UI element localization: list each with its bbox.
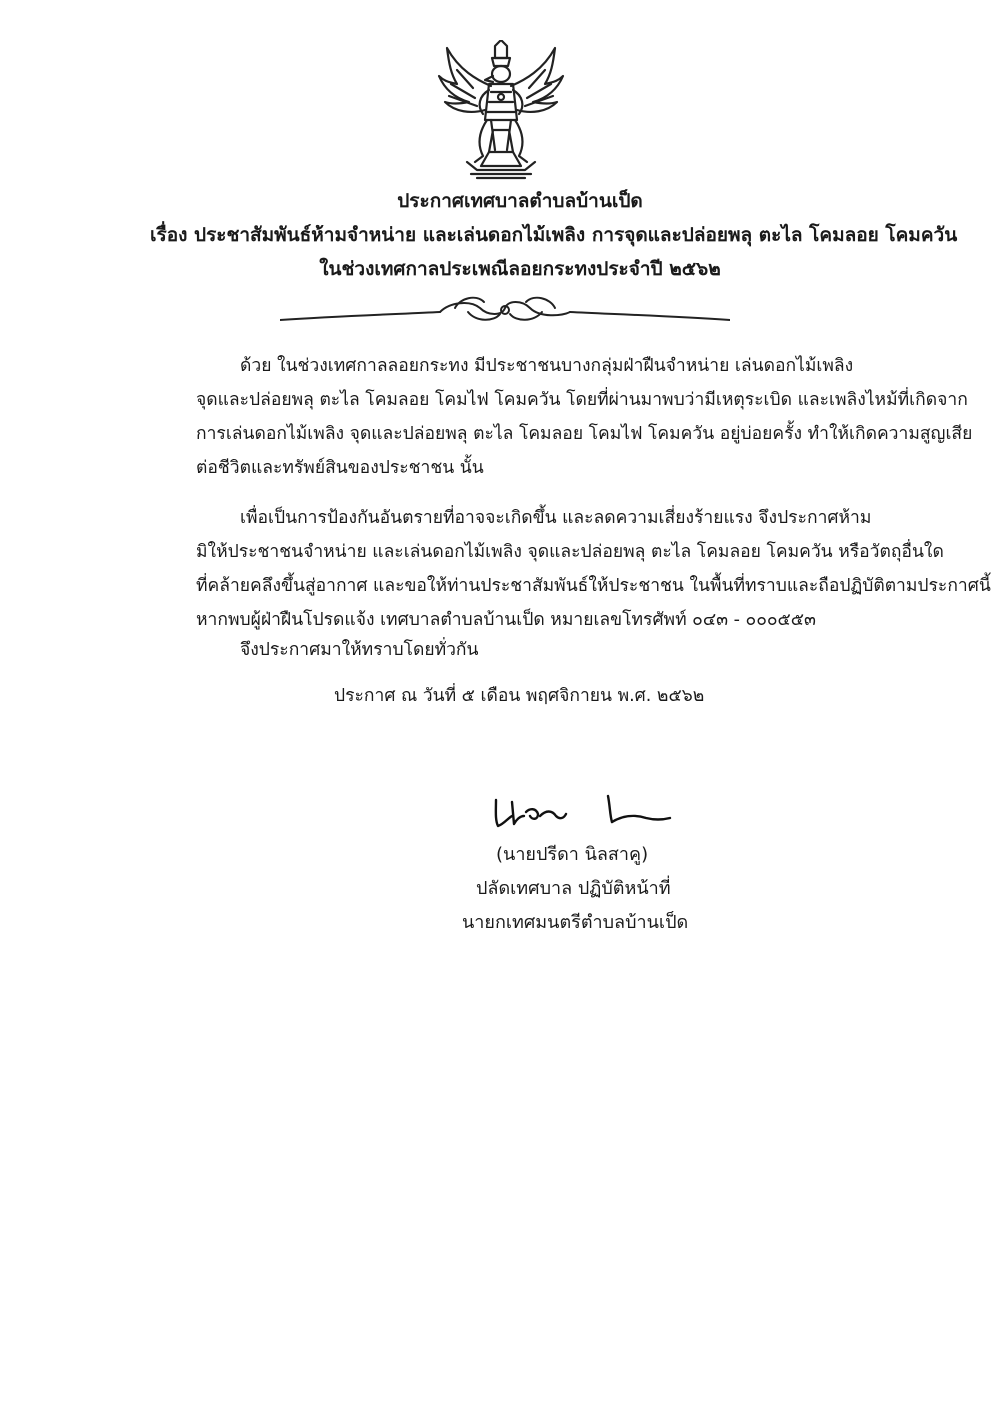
paragraph-1-line-3: การเล่นดอกไม้เพลิง จุดและปล่อยพลุ ตะไล โคมลอย โคมไฟ โคมควัน อยู่บ่อยครั้ง ทำให้เกิดความสูญเสีย xyxy=(196,424,973,444)
announcement-date: ประกาศ ณ วันที่ ๕ เดือน พฤศจิกายน พ.ศ. ๒๕๖๒ xyxy=(334,686,705,706)
signer-position-2: นายกเทศมนตรีตำบลบ้านเป็ด xyxy=(462,912,689,933)
paragraph-2-line-2: มิให้ประชาชนจำหน่าย และเล่นดอกไม้เพลิง จุดและปล่อยพลุ ตะไล โคมลอย โคมควัน หรือวัตถุอื่นใด xyxy=(196,542,944,562)
announcement-title: ประกาศเทศบาลตำบลบ้านเป็ด xyxy=(397,190,643,212)
decorative-flourish-icon xyxy=(280,292,730,336)
paragraph-1-line-4: ต่อชีวิตและทรัพย์สินของประชาชน นั้น xyxy=(196,458,484,478)
paragraph-1-line-1: ด้วย ในช่วงเทศกาลลอยกระทง มีประชาชนบางกลุ่มฝ่าฝืนจำหน่าย เล่นดอกไม้เพลิง xyxy=(240,356,854,376)
paragraph-1-line-2: จุดและปล่อยพลุ ตะไล โคมลอย โคมไฟ โคมควัน โดยที่ผ่านมาพบว่ามีเหตุระเบิด และเพลิงไหม้ที่เกิดจาก xyxy=(196,390,968,410)
paragraph-2-line-4: หากพบผู้ฝ่าฝืนโปรดแจ้ง เทศบาลตำบลบ้านเป็ด หมายเลขโทรศัพท์ ๐๔๓ - ๐๐๐๕๕๓ xyxy=(196,610,817,630)
closing-statement: จึงประกาศมาให้ทราบโดยทั่วกัน xyxy=(240,640,479,660)
handwritten-signature-icon xyxy=(490,790,680,840)
paragraph-2-line-1: เพื่อเป็นการป้องกันอันตรายที่อาจจะเกิดขึ้น และลดความเสี่ยงร้ายแรง จึงประกาศห้าม xyxy=(240,508,872,528)
announcement-subject-line-2: ในช่วงเทศกาลประเพณีลอยกระทงประจำปี ๒๕๖๒ xyxy=(319,258,721,280)
garuda-emblem-icon xyxy=(437,40,565,180)
signer-name: (นายปรีดา นิลสาคู) xyxy=(496,844,649,865)
signer-position-1: ปลัดเทศบาล ปฏิบัติหน้าที่ xyxy=(476,878,671,899)
paragraph-2-line-3: ที่คล้ายคลึงขึ้นสู่อากาศ และขอให้ท่านประชาสัมพันธ์ให้ประชาชน ในพื้นที่ทราบและถือปฏิบัติตามประกาศนี้ xyxy=(196,576,991,596)
announcement-subject-line-1: เรื่อง ประชาสัมพันธ์ห้ามจำหน่าย และเล่นดอกไม้เพลิง การจุดและปล่อยพลุ ตะไล โคมลอย โคมควัน xyxy=(150,224,958,246)
